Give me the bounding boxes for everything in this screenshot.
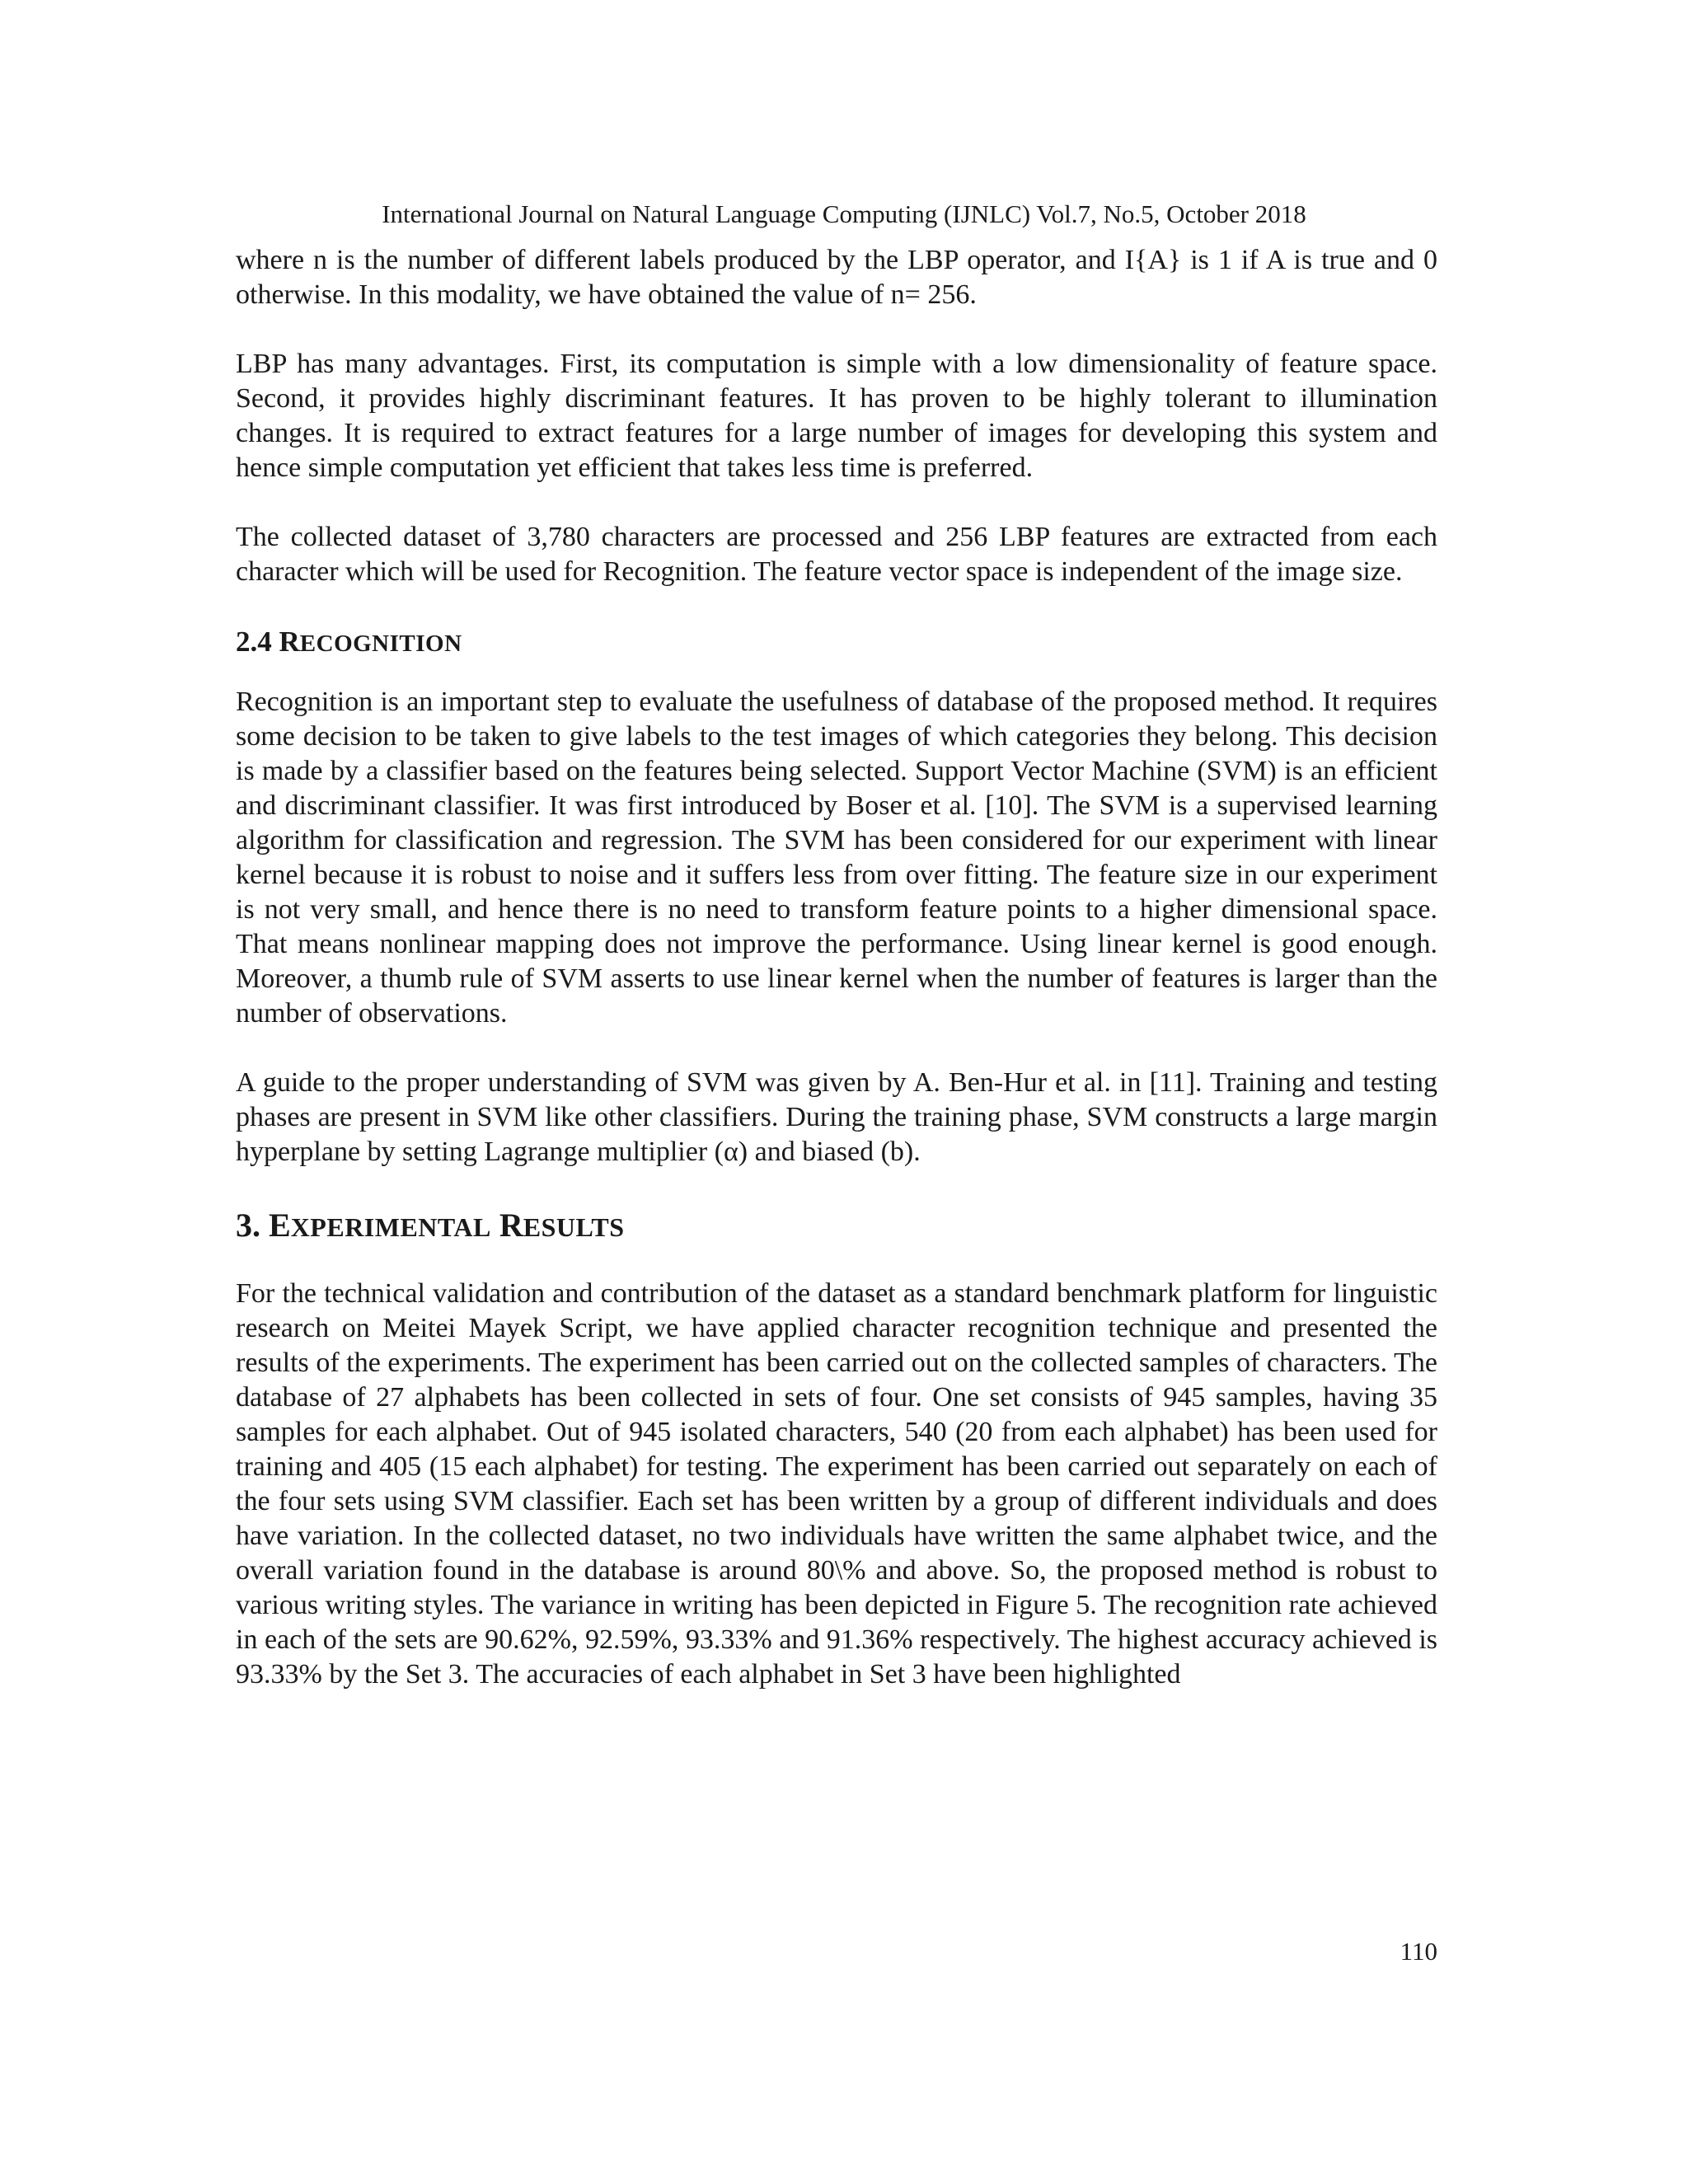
section-heading-recognition-number: 2.4 R — [236, 626, 300, 658]
page-number: 110 — [1400, 1937, 1437, 1966]
page-body — [236, 243, 1437, 1727]
paragraph-dataset-features: The collected dataset of 3,780 characters are processed and 256 LBP features are extracted from each character which will be used for Recognition. The feature vector space is independent of the image size. — [236, 522, 1437, 587]
section-heading-results-number: 3. E — [236, 1207, 291, 1244]
section-heading-recognition — [236, 624, 1437, 662]
section-heading-results-word1: XPERIMENTAL — [290, 1212, 491, 1242]
paragraph-svm-guide: A guide to the proper understanding of SVM was given by A. Ben-Hur et al. in [11]. Training and testing phases are present in SVM like other classifiers. During the training phase, SVM constructs a large margin hyperplane by setting Lagrange multiplier (α) and biased (b). — [236, 1067, 1437, 1167]
paragraph-lbp-labels: where n is the number of different labels produced by the LBP operator, and I{A} is 1 if A is true and 0 otherwise. In this modality, we have obtained the value of n= 256. — [236, 245, 1437, 310]
section-heading-results-word2: ESULTS — [523, 1212, 625, 1242]
running-header: International Journal on Natural Language Computing (IJNLC) Vol.7, No.5, October 2018 — [382, 199, 1306, 228]
paragraph-recognition-svm: Recognition is an important step to evaluate the usefulness of database of the proposed method. It requires some decision to be taken to give labels to the test images of which categories they belong. This decision is made by a classifier based on the features being selected. Support Vector Machine (SVM) is an efficient and discriminant classifier. It was first introduced by Boser et al. [10]. The SVM is a supervised learning algorithm for classification and regression. The SVM has been considered for our experiment with linear kernel because it is robust to noise and it suffers less from over fitting. The feature size in our experiment is not very small, and hence there is no need to transform feature points to a higher dimensional space. That means nonlinear mapping does not improve the performance. Using linear kernel is good enough. Moreover, a thumb rule of SVM asserts to use linear kernel when the number of features is larger than the number of observations. — [236, 687, 1437, 1029]
section-heading-recognition-rest: ECOGNITION — [299, 630, 462, 657]
section-heading-results-initial2: R — [499, 1207, 523, 1244]
section-heading-experimental-results — [236, 1204, 1437, 1249]
paragraph-experimental-results: For the technical validation and contribution of the dataset as a standard benchmark platform for linguistic research on Meitei Mayek Script, we have applied character recognition technique and presented the results of the experiments. The experiment has been carried out on the collected samples of characters. The database of 27 alphabets has been collected in sets of four. One set consists of 945 samples, having 35 samples for each alphabet. Out of 945 isolated characters, 540 (20 from each alphabet) has been used for training and 405 (15 each alphabet) for testing. The experiment has been carried out separately on each of the four sets using SVM classifier. Each set has been written by a group of different individuals and does have variation. In the collected dataset, no two individuals have written the same alphabet twice, and the overall variation found in the database is around 80\% and above. So, the proposed method is robust to various writing styles. The variance in writing has been depicted in Figure 5. The recognition rate achieved in each of the sets are 90.62%, 92.59%, 93.33% and 91.36% respectively. The highest accuracy achieved is 93.33% by the Set 3. The accuracies of each alphabet in Set 3 have been highlighted — [236, 1278, 1437, 1690]
paragraph-lbp-advantages: LBP has many advantages. First, its computation is simple with a low dimensionality of feature space. Second, it provides highly discriminant features. It has proven to be highly tolerant to illumination changes. It is required to extract features for a large number of images for developing this system and hence simple computation yet efficient that takes less time is preferred. — [236, 349, 1437, 483]
